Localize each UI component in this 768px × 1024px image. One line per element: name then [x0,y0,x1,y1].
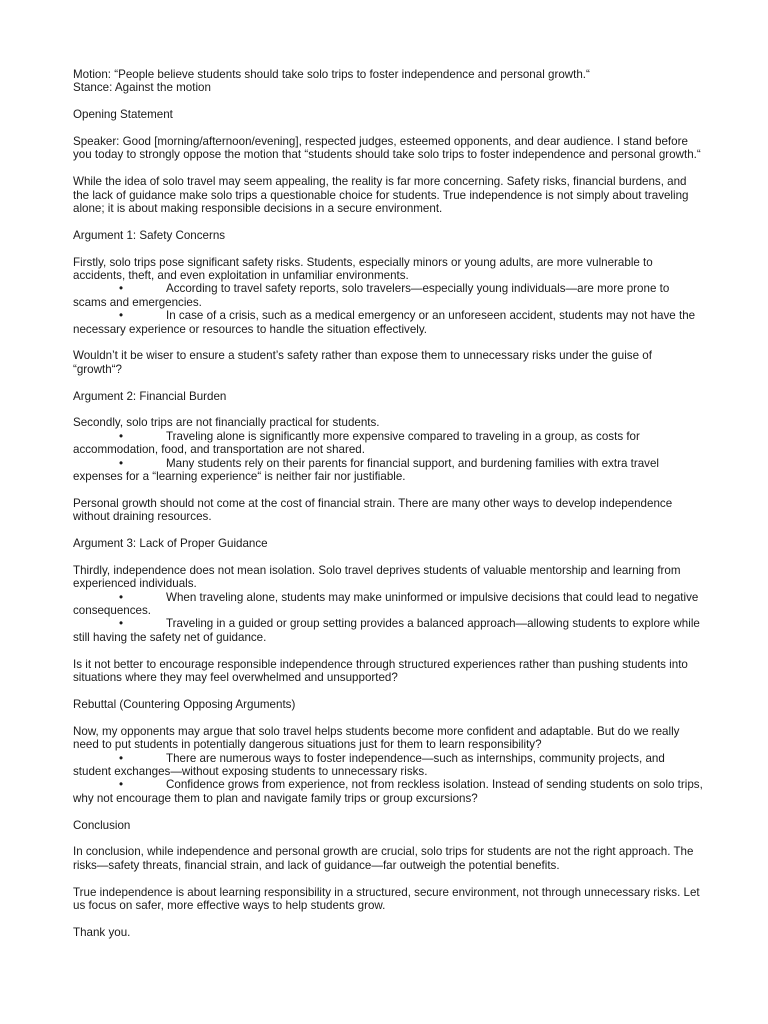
bullet-text: Many students rely on their parents for financial support, and burdening families with extra travel expenses for a “learning experience“ is neither fair nor justifiable. [73,456,659,484]
bullet-marker: • [119,590,124,604]
argument-1-bullet [73,282,703,309]
bullet-marker: • [119,282,124,296]
argument-3-bullet [73,617,703,644]
conclusion-paragraph-1: In conclusion, while independence and personal growth are crucial, solo trips for students are not the right approach. The risks—safety threats, financial strain, and lack of guidance—far outweigh the potential benefits. [73,845,694,872]
rebuttal-intro: Now, my opponents may argue that solo travel helps students become more confident and adaptable. But do we really need to put students in potentially dangerous situations just for them to learn responsibility? [73,724,680,752]
bullet-marker: • [119,617,124,631]
conclusion-paragraph-2: True independence is about learning responsibility in a structured, secure environment, not through unnecessary risks. Let us focus on safer, more effective ways to help students grow. [73,885,700,912]
opening-heading: Opening Statement [73,108,173,122]
bullet-marker: • [119,778,124,792]
bullet-text: In case of a crisis, such as a medical emergency or an unforeseen accident, students may not have the necessary experience or resources to handle the situation effectively. [73,309,696,336]
argument-3-heading: Argument 3: Lack of Proper Guidance [73,537,268,551]
document-body [73,68,703,939]
bullet-text: According to travel safety reports, solo travelers—especially young individuals—are more prone to scams and emergencies. [73,282,670,309]
bullet-text: Traveling in a guided or group setting provides a balanced approach—allowing students to explore while still having the safety net of guidance. [73,617,700,644]
conclusion-heading: Conclusion [73,818,131,832]
bullet-text: Confidence grows from experience, not from reckless isolation. Instead of sending students on solo trips, why not encourage them to plan and navigate family trips or group excursions? [73,778,703,805]
bullet-marker: • [119,456,124,470]
argument-3-closing: Is it not better to encourage responsible independence through structured experiences rather than pushing students into situations where they may feel overwhelmed and unsupported? [73,657,688,685]
argument-1-intro: Firstly, solo trips pose significant safety risks. Students, especially minors or young adults, are more vulnerable to accidents, theft, and even exploitation in unfamiliar environments. [73,255,653,283]
bullet-text: There are numerous ways to foster independence—such as internships, community projects, and student exchanges—without exposing students to unnecessary risks. [73,751,665,778]
argument-1-bullet [73,309,703,336]
argument-3-bullet [73,591,703,618]
argument-1-closing: Wouldn’t it be wiser to ensure a student’s safety rather than expose them to unnecessary risks under the guise of “growth“? [73,349,652,376]
opening-paragraph-2: While the idea of solo travel may seem appealing, the reality is far more concerning. Safety risks, financial burdens, and the lack of guidance make solo trips a questionable choice for students. True independence is not simply about traveling alone; it is about making responsible decisions in a secure environment. [73,175,689,216]
motion-line: Motion: “People believe students should take solo trips to foster independence and personal growth.“ [73,68,590,81]
argument-2-bullet [73,430,703,457]
argument-2-bullet [73,457,703,484]
bullet-marker: • [119,751,124,765]
argument-2-heading: Argument 2: Financial Burden [73,389,227,403]
opening-paragraph-1: Speaker: Good [morning/afternoon/evening], respected judges, esteemed opponents, and dear audience. I stand before you today to strongly oppose the motion that “students should take solo trips to foster independence and personal growth.“ [73,135,701,162]
rebuttal-bullet [73,752,703,779]
bullet-marker: • [119,429,124,443]
argument-3-intro: Thirdly, independence does not mean isolation. Solo travel deprives students of valuable mentorship and learning from experienced individuals. [73,563,681,591]
bullet-text: When traveling alone, students may make uninformed or impulsive decisions that could lead to negative consequences. [73,590,699,618]
argument-1-heading: Argument 1: Safety Concerns [73,228,226,242]
bullet-text: Traveling alone is significantly more expensive compared to traveling in a group, as costs for accommodation, food, and transportation are not shared. [73,429,640,457]
rebuttal-bullet [73,778,703,805]
argument-2-intro: Secondly, solo trips are not financially practical for students. [73,416,380,430]
stance-line: Stance: Against the motion [73,81,211,95]
rebuttal-heading: Rebuttal (Countering Opposing Arguments) [73,697,296,711]
bullet-marker: • [119,309,124,323]
thank-you-line: Thank you. [73,925,131,939]
argument-2-closing: Personal growth should not come at the cost of financial strain. There are many other ways to develop independence without draining resources. [73,496,673,524]
